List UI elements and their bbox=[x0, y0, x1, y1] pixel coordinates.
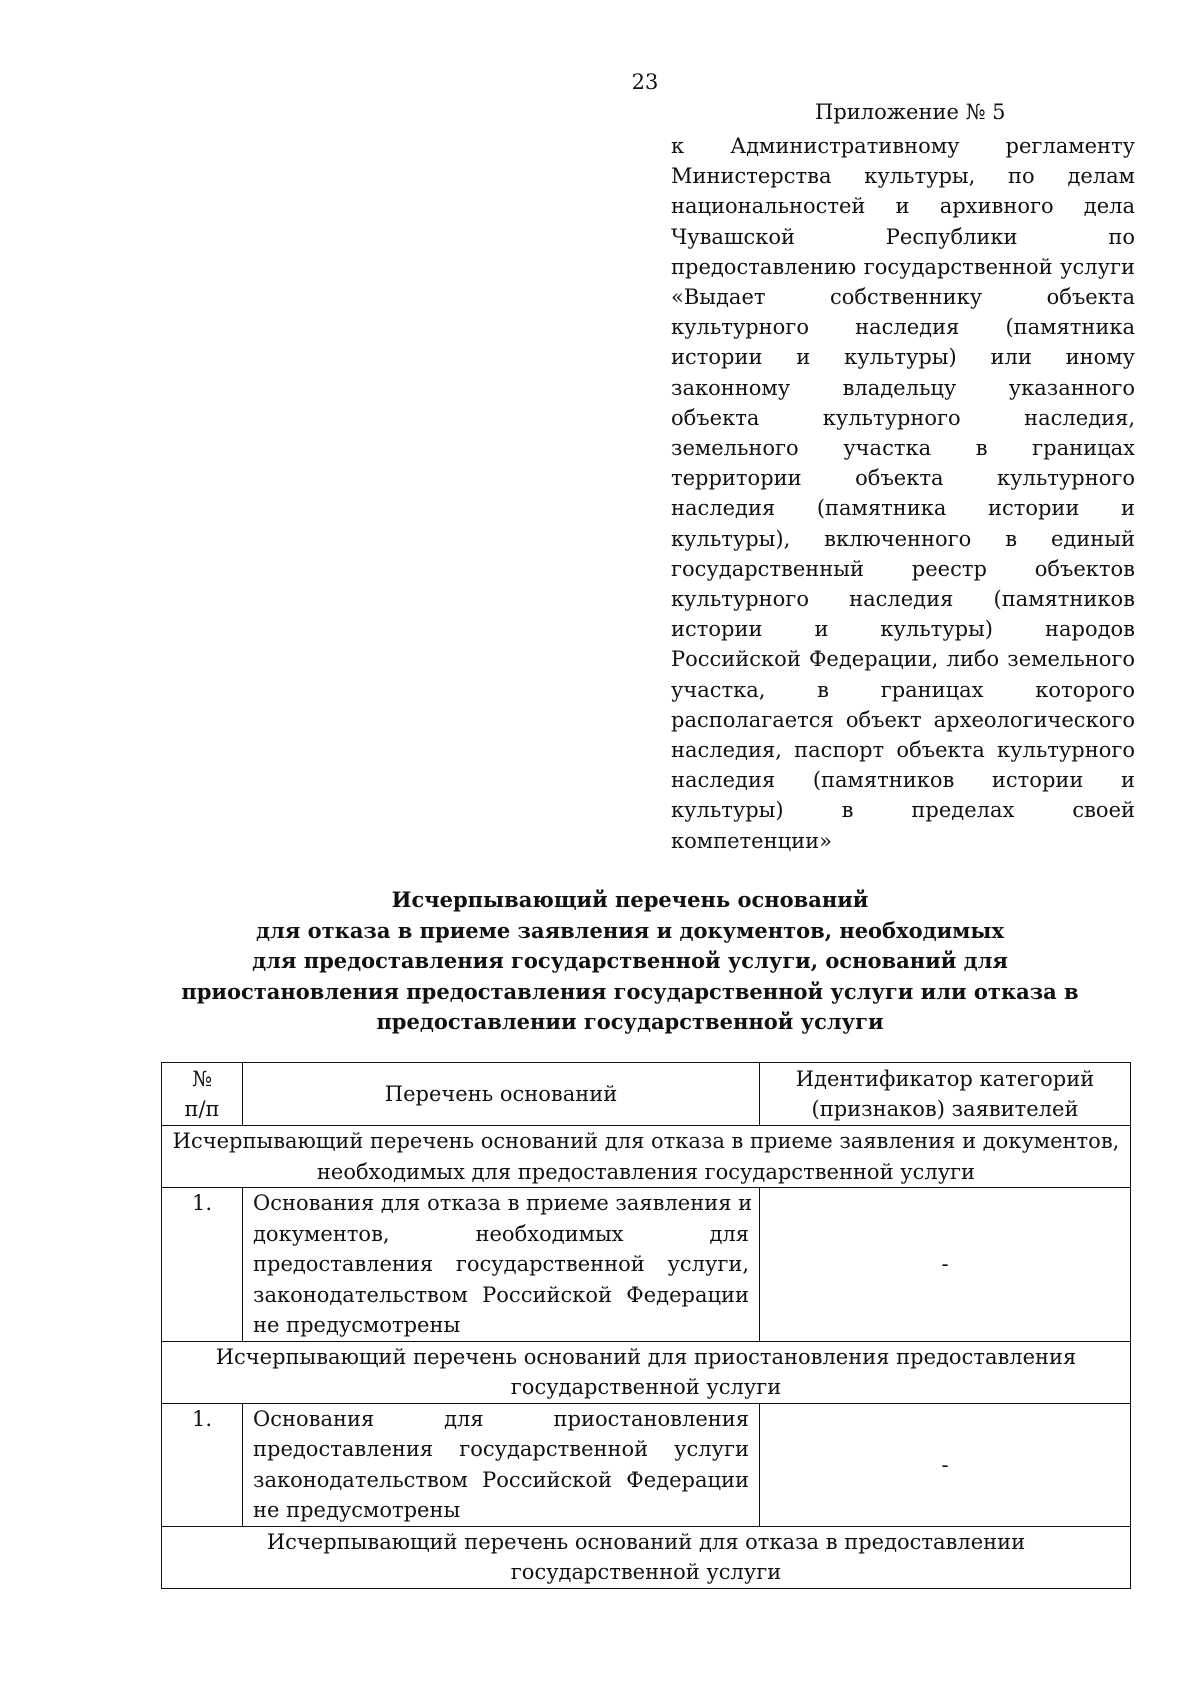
appendix-line: Российской Федерации, либо земельного bbox=[671, 647, 1135, 672]
table-row bbox=[162, 1188, 1131, 1342]
appendix-line: культуры) в пределах своей bbox=[671, 798, 1135, 823]
heading-line: Исчерпывающий перечень оснований bbox=[391, 887, 869, 912]
section-header-row bbox=[162, 1526, 1131, 1588]
appendix-line: наследия (памятников истории и bbox=[671, 768, 1135, 793]
appendix-line: территории объекта культурного bbox=[671, 466, 1135, 491]
section-header-row bbox=[162, 1126, 1131, 1188]
appendix-line: объекта культурного наследия, bbox=[671, 405, 1135, 430]
page-number: 23 bbox=[631, 70, 659, 94]
appendix-line: истории и культуры) народов bbox=[671, 617, 1135, 642]
appendix-line: законному владельцу указанного bbox=[671, 375, 1135, 400]
appendix-reference-text bbox=[671, 131, 1135, 856]
header-number bbox=[162, 1063, 243, 1126]
header-number-line: п/п bbox=[184, 1097, 220, 1121]
appendix-line: к Административному регламенту bbox=[671, 134, 1135, 158]
appendix-line: государственный реестр объектов bbox=[671, 556, 1135, 581]
appendix-line: компетенции» bbox=[671, 828, 832, 853]
grounds-table bbox=[161, 1062, 1131, 1589]
row-identifier: - bbox=[760, 1403, 1131, 1526]
heading-line: для предоставления государственной услуги, оснований для bbox=[252, 948, 1008, 973]
heading-line: приостановления предоставления государственной услуги или отказа в bbox=[181, 978, 1079, 1004]
row-identifier: - bbox=[760, 1188, 1131, 1342]
table-header-row bbox=[162, 1063, 1131, 1126]
section-header-row bbox=[162, 1341, 1131, 1403]
appendix-line: земельного участка в границах bbox=[671, 436, 1135, 461]
appendix-title: Приложение № 5 bbox=[815, 100, 1006, 124]
appendix-line: участка, в границах которого bbox=[671, 677, 1135, 702]
appendix-line: предоставлению государственной услуги bbox=[671, 254, 1135, 279]
appendix-line: национальностей и архивного дела bbox=[671, 194, 1135, 219]
document-heading bbox=[150, 885, 1110, 1038]
heading-line: для отказа в приеме заявления и документов, необходимых bbox=[256, 917, 1004, 943]
header-number-line: № bbox=[192, 1067, 212, 1091]
appendix-line: культурного наследия (памятников bbox=[671, 587, 1135, 612]
appendix-line: культурного наследия (памятника bbox=[671, 315, 1135, 340]
row-number: 1. bbox=[162, 1403, 243, 1526]
appendix-line: наследия (памятника истории и bbox=[671, 496, 1135, 521]
appendix-line: культуры), включенного в единый bbox=[671, 526, 1135, 551]
appendix-line: истории и культуры) или иному bbox=[671, 345, 1135, 370]
appendix-line: располагается объект археологического bbox=[671, 707, 1135, 732]
header-id-line: (признаков) заявителей bbox=[811, 1097, 1079, 1121]
appendix-line: наследия, паспорт объекта культурного bbox=[671, 738, 1135, 763]
header-id-line: Идентификатор категорий bbox=[795, 1067, 1095, 1091]
row-grounds-text: Основания для приостановления предоставления государственной услуги законодательством Российской Федерации не предусмотрены bbox=[243, 1403, 760, 1526]
table-row bbox=[162, 1403, 1131, 1526]
header-grounds-list: Перечень оснований bbox=[243, 1063, 760, 1126]
section-title: Исчерпывающий перечень оснований для отказа в приеме заявления и документов, необходимых для предоставления государственной услуги bbox=[162, 1126, 1131, 1188]
section-title: Исчерпывающий перечень оснований для приостановления предоставления государственной услуги bbox=[162, 1341, 1131, 1403]
heading-line: предоставлении государственной услуги bbox=[376, 1009, 884, 1034]
appendix-line: «Выдает собственнику объекта bbox=[671, 285, 1135, 310]
row-number: 1. bbox=[162, 1188, 243, 1342]
appendix-line: Чувашской Республики по bbox=[671, 224, 1135, 249]
appendix-line: Министерства культуры, по делам bbox=[671, 164, 1135, 189]
row-grounds-text: Основания для отказа в приеме заявления и документов, необходимых для предоставления государственной услуги, законодательством Российской Федерации не предусмотрены bbox=[243, 1188, 760, 1342]
header-applicant-category bbox=[760, 1063, 1131, 1126]
section-title: Исчерпывающий перечень оснований для отказа в предоставлении государственной услуги bbox=[162, 1526, 1131, 1588]
